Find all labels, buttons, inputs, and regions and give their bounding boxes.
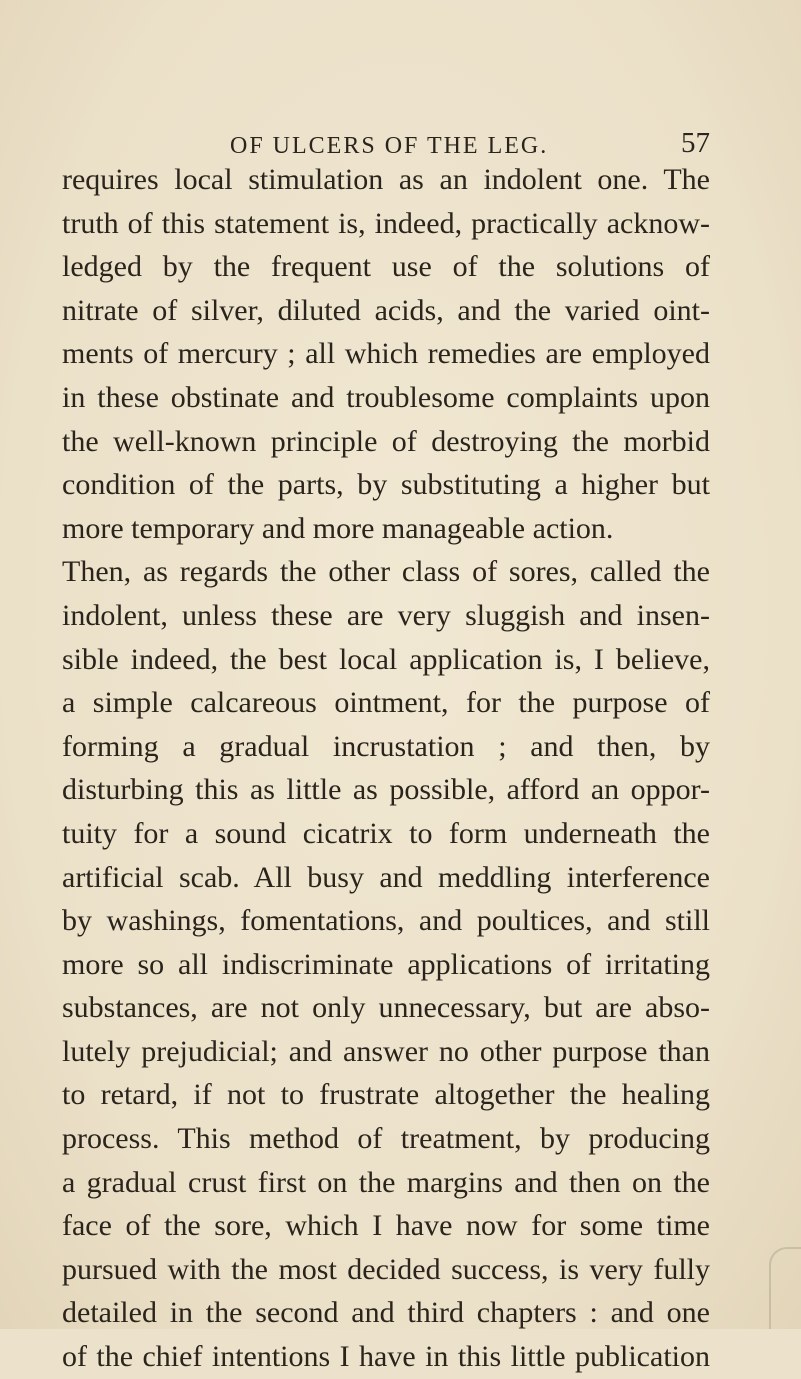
text-line: tuity for a sound cicatrix to form underneath the — [62, 816, 710, 850]
text-line: ledged by the frequent use of the solutions of — [62, 250, 710, 284]
text-line: nitrate of silver, diluted acids, and the varied oint- — [62, 293, 710, 327]
text-line: more temporary and more manageable action. — [62, 511, 614, 545]
text-line: disturbing this as little as possible, afford an oppor- — [62, 773, 710, 807]
page-number: 57 — [681, 127, 710, 159]
text-line: sible indeed, the best local application is, I believe, — [62, 642, 710, 676]
text-line: a gradual crust first on the margins and then on the — [62, 1165, 710, 1199]
text-line: forming a gradual incrustation ; and then, by — [62, 729, 710, 763]
text-line: ments of mercury ; all which remedies are employed — [62, 337, 710, 371]
text-line: truth of this statement is, indeed, practically acknow- — [62, 206, 710, 240]
text-line: condition of the parts, by substituting a higher but — [62, 468, 710, 502]
text-line: by washings, fomentations, and poultices, and still — [62, 904, 710, 938]
text-line: lutely prejudicial; and answer no other purpose than — [62, 1034, 710, 1068]
text-line: Then, as regards the other class of sores, called the — [62, 555, 710, 589]
text-line: process. This method of treatment, by producing — [62, 1122, 710, 1156]
text-line: of the chief intentions I have in this little publication — [62, 1340, 710, 1374]
text-line: in these obstinate and troublesome complaints upon — [62, 380, 710, 414]
text-line: a simple calcareous ointment, for the purpose of — [62, 686, 710, 720]
text-line: detailed in the second and third chapters : and one — [62, 1296, 710, 1330]
running-title: OF ULCERS OF THE LEG. — [230, 133, 549, 159]
text-line: more so all indiscriminate applications of irritating — [62, 947, 710, 981]
text-line: pursued with the most decided success, is very fully — [62, 1252, 710, 1286]
text-line: substances, are not only unnecessary, but are abso- — [62, 991, 710, 1025]
text-line: to retard, if not to frustrate altogether the healing — [62, 1078, 710, 1112]
text-line: requires local stimulation as an indolent one. The — [62, 163, 710, 196]
body-text — [62, 158, 710, 1379]
text-line: indolent, unless these are very sluggish and insen- — [62, 598, 710, 632]
page-corner-mark — [769, 1247, 801, 1329]
text-line: the well-known principle of destroying the morbid — [62, 424, 710, 458]
text-line: artificial scab. All busy and meddling interference — [62, 860, 710, 894]
text-line: face of the sore, which I have now for some time — [62, 1209, 710, 1243]
